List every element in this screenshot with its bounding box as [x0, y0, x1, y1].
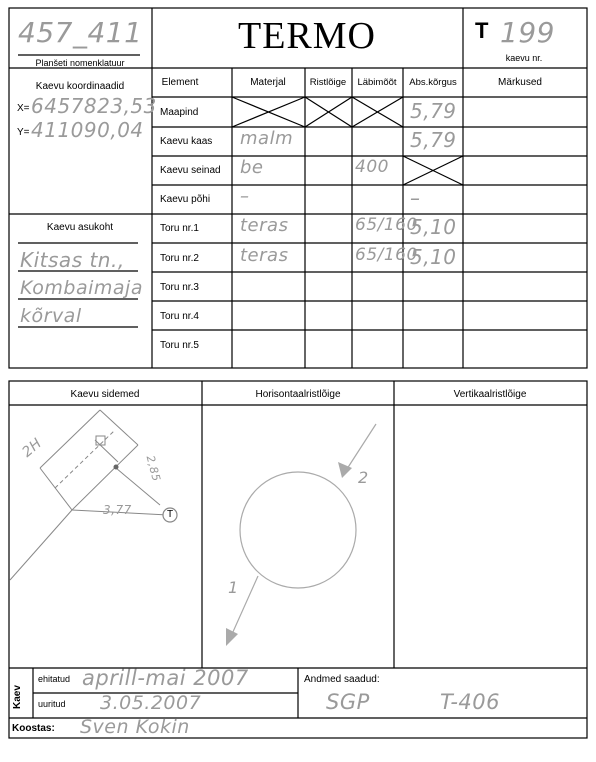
cell-abs: 5,79 — [410, 99, 457, 123]
location-line-1: Kitsas tn., — [20, 248, 125, 272]
x-label: X= — [17, 103, 30, 114]
arrow-2-label: 2 — [358, 468, 369, 487]
location-line-3: kõrval — [20, 305, 82, 327]
col-markused: Märkused — [498, 77, 542, 88]
cell-element: Toru nr.4 — [160, 310, 199, 322]
location-line-2: Kombaimaja — [20, 277, 143, 299]
panel-vertikaal-title: Vertikaalristlõige — [453, 389, 527, 400]
label-2h: 2H — [19, 435, 46, 461]
col-labimoot: Läbimõõt — [357, 77, 397, 88]
cell-element: Maapind — [160, 107, 199, 118]
andmed-ref: T-406 — [440, 690, 500, 714]
kaev-label: Kaev — [12, 685, 23, 709]
cell-abs: – — [410, 186, 421, 211]
well-number-label: kaevu nr. — [505, 53, 543, 63]
cell-element: Toru nr.1 — [160, 223, 199, 235]
cell-labimoot: 400 — [355, 157, 389, 178]
cell-abs: 5,79 — [410, 128, 457, 153]
y-label: Y= — [17, 127, 30, 138]
x-value: 6457823,53 — [31, 94, 157, 118]
ehitatud-value: aprill-mai 2007 — [82, 666, 249, 690]
cell-element: Toru nr.3 — [160, 281, 199, 293]
col-ristloige: Ristlõige — [309, 77, 347, 88]
coordinates-label: Kaevu koordinaadid — [35, 81, 125, 92]
cell-element: Kaevu põhi — [160, 194, 211, 206]
uuritud-value: 3.05.2007 — [100, 692, 202, 714]
cell-labimoot: 65/160 — [355, 244, 418, 265]
form-title: TERMO — [238, 15, 376, 57]
cell-materjal: be — [240, 157, 264, 179]
cell-element: Kaevu kaas — [160, 136, 213, 148]
col-element: Element — [161, 77, 199, 88]
andmed-value: SGP — [326, 690, 370, 714]
koostas-label: Koostas: — [12, 723, 55, 734]
well-prefix: T — [475, 18, 489, 43]
nomenclature-label: Planšeti nomenklatuur — [35, 58, 125, 68]
cell-materjal: teras — [240, 244, 289, 266]
cell-element: Toru nr.2 — [160, 252, 199, 264]
andmed-label: Andmed saadud: — [304, 674, 380, 685]
y-value: 411090,04 — [31, 118, 144, 142]
col-abs: Abs.kõrgus — [409, 77, 457, 88]
nomenclature-value: 457_411 — [18, 16, 143, 49]
panel-sidemed-title: Kaevu sidemed — [70, 389, 140, 400]
koostas-value: Sven Kokin — [80, 716, 190, 738]
location-label: Kaevu asukoht — [46, 222, 114, 233]
col-materjal: Materjal — [250, 77, 286, 88]
well-marker: T — [166, 509, 174, 520]
cell-materjal: – — [240, 186, 250, 208]
cell-element: Kaevu seinad — [160, 165, 221, 177]
uuritud-label: uuritud — [38, 699, 66, 709]
cell-labimoot: 65/160 — [355, 215, 418, 236]
dim-377: 3,77 — [103, 503, 132, 517]
arrow-1-label: 1 — [228, 578, 239, 597]
cell-materjal: teras — [240, 215, 289, 237]
dim-285: 2,85 — [143, 454, 163, 483]
cell-abs: 5,10 — [410, 215, 457, 240]
cell-element: Toru nr.5 — [160, 339, 199, 351]
ehitatud-label: ehitatud — [38, 674, 71, 684]
panel-horisontaal-title: Horisontaalristlõige — [255, 389, 341, 400]
cell-abs: 5,10 — [410, 244, 457, 269]
cell-materjal: malm — [240, 128, 294, 150]
well-number: 199 — [500, 16, 555, 49]
